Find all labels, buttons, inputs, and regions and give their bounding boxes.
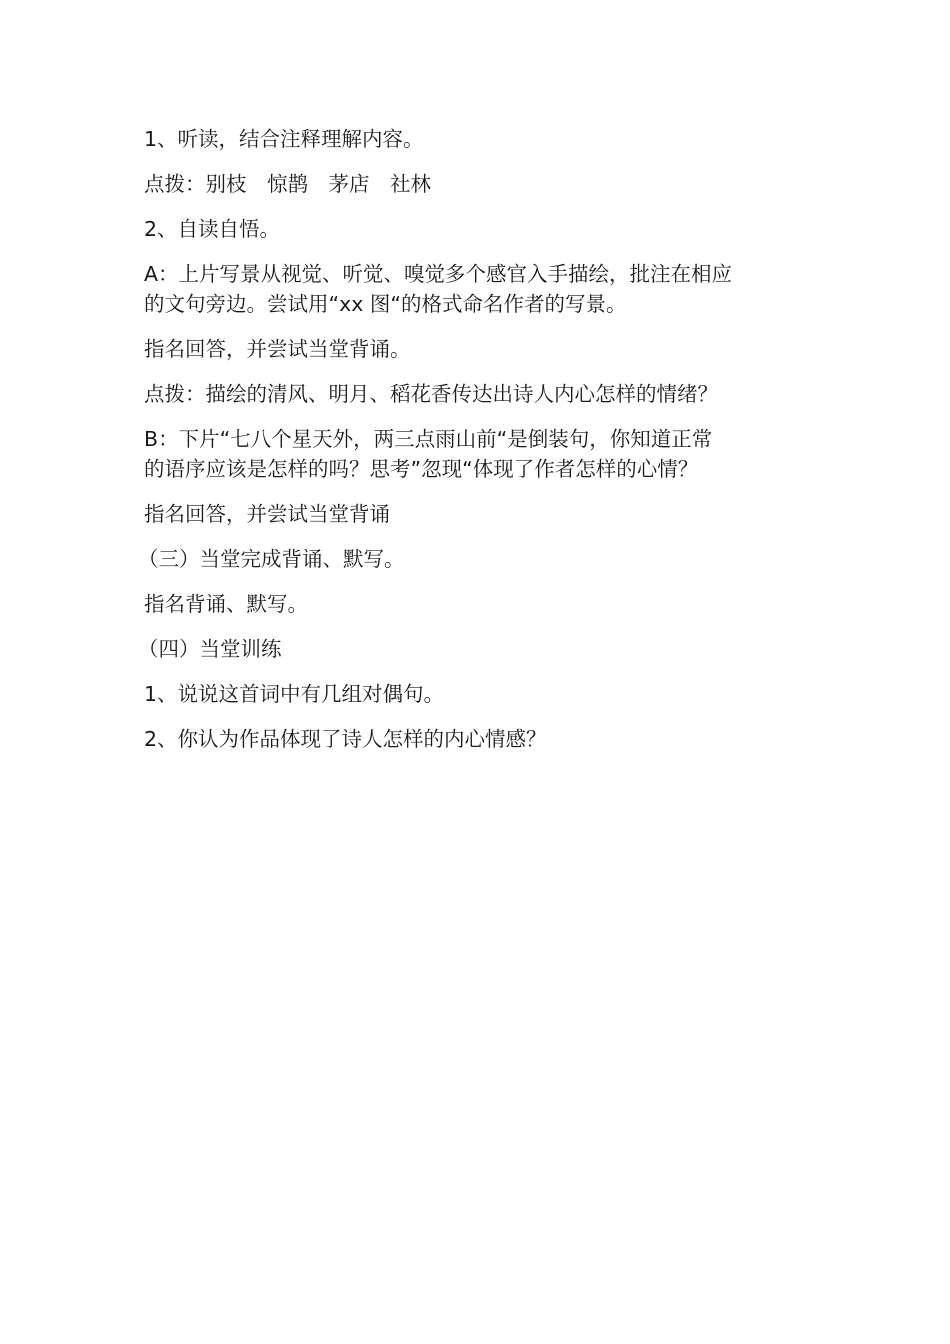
section-heading-text: （四）当堂训练: [138, 637, 282, 661]
paragraph-line: A：上片写景从视觉、听觉、嗅觉多个感官入手描绘，批注在相应: [144, 262, 733, 286]
paragraph-hint-vocabulary: [144, 169, 804, 199]
paragraph-hint-emotion: [144, 379, 804, 409]
paragraph-line: B：下片“七八个星天外，两三点雨山前“是倒装句，你知道正常: [144, 427, 713, 451]
paragraph-answer-recite-2: [144, 499, 804, 529]
paragraph-line: 2、自读自悟。: [144, 217, 281, 241]
paragraph-task-b: [144, 424, 804, 484]
paragraph-task-a: [144, 259, 804, 319]
paragraph-line: 的文句旁边。尝试用“xx 图“的格式命名作者的写景。: [144, 292, 627, 316]
paragraph-recite-write: [144, 589, 804, 619]
paragraph-line: 1、说说这首词中有几组对偶句。: [144, 682, 445, 706]
paragraph-line: 点拨：别枝 惊鹊 茅店 社林: [144, 172, 431, 196]
paragraph-line: 指名回答，并尝试当堂背诵。: [144, 337, 411, 361]
section-heading-text: （三）当堂完成背诵、默写。: [138, 547, 405, 571]
paragraph-line: 指名回答，并尝试当堂背诵: [144, 502, 390, 526]
paragraph-line: 1、听读，结合注释理解内容。: [144, 127, 424, 151]
paragraph-answer-recite-1: [144, 334, 804, 364]
paragraph-line: 指名背诵、默写。: [144, 592, 308, 616]
section-heading-four: [138, 634, 804, 664]
paragraph-line: 2、你认为作品体现了诗人怎样的内心情感？: [144, 727, 547, 751]
paragraph-self-study: [144, 214, 804, 244]
paragraph-exercise-1: [144, 679, 804, 709]
document-body: [138, 124, 804, 769]
paragraph-line: 的语序应该是怎样的吗？思考”忽现“体现了作者怎样的心情？: [144, 457, 699, 481]
section-heading-three: [138, 544, 804, 574]
paragraph-line: 点拨：描绘的清风、明月、稻花香传达出诗人内心怎样的情绪？: [144, 382, 718, 406]
paragraph-listen-read: [144, 124, 804, 154]
paragraph-exercise-2: [144, 724, 804, 754]
